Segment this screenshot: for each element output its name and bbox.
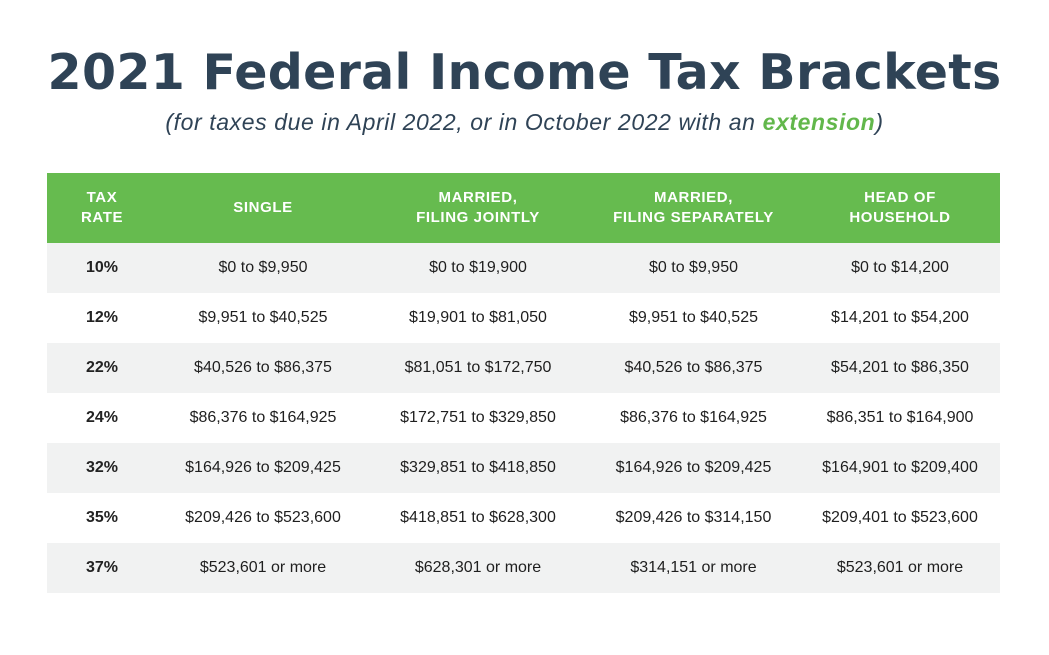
header-head-of-household [800,173,1000,243]
table-row [47,343,1000,393]
header-line: MARRIED, [438,189,518,206]
single-cell: $523,601 or more [157,543,369,593]
single-cell: $40,526 to $86,375 [157,343,369,393]
subtitle-close: ) [875,109,884,135]
head-of-household-cell: $14,201 to $54,200 [831,309,969,326]
married-separately-cell: $40,526 to $86,375 [587,343,800,393]
head-of-household-cell: $523,601 or more [800,543,1000,593]
married-jointly-cell: $329,851 to $418,850 [369,443,587,493]
tax-rate-cell: 32% [47,443,157,493]
tax-brackets-table [47,173,1000,593]
single-cell: $9,951 to $40,525 [198,309,328,326]
single-cell: $0 to $9,950 [157,243,369,293]
tax-rate-cell: 35% [85,509,119,526]
header-married-filing-separately [587,173,800,243]
married-separately-cell: $164,926 to $209,425 [587,443,800,493]
tax-rate-cell: 10% [47,243,157,293]
single-cell: $164,926 to $209,425 [157,443,369,493]
table-row [47,443,1000,493]
married-separately-cell: $86,376 to $164,925 [620,409,767,426]
married-jointly-cell: $19,901 to $81,050 [409,309,547,326]
married-separately-cell: $314,151 or more [587,543,800,593]
header-line: RATE [80,209,124,226]
header-line: TAX [86,189,118,206]
married-jointly-cell: $81,051 to $172,750 [369,343,587,393]
single-cell: $86,376 to $164,925 [189,409,337,426]
table-header-row [47,173,1000,243]
tax-rate-cell: 12% [85,309,119,326]
header-tax-rate [47,173,157,243]
header-married-filing-jointly [369,173,587,243]
tax-rate-cell: 24% [85,409,119,426]
tax-rate-cell: 22% [47,343,157,393]
table-row [47,293,1000,343]
married-jointly-cell: $172,751 to $329,850 [400,409,556,426]
header-line: SINGLE [233,199,293,216]
page-title: 2021 Federal Income Tax Brackets [47,44,1002,101]
header-line: HOUSEHOLD [849,209,951,226]
head-of-household-cell: $209,401 to $523,600 [822,509,978,526]
subtitle-text: (for taxes due in April 2022, or in October 2022 with an [165,109,763,135]
header-single [157,173,369,243]
married-separately-cell: $9,951 to $40,525 [628,309,758,326]
header-line: HEAD OF [864,189,936,206]
married-separately-cell: $209,426 to $314,150 [615,509,772,526]
header-line: FILING JOINTLY [416,209,540,226]
married-jointly-cell: $0 to $19,900 [369,243,587,293]
subtitle-extension-highlight: extension [762,109,876,135]
married-jointly-cell: $628,301 or more [369,543,587,593]
table-row [47,493,1000,543]
head-of-household-cell: $54,201 to $86,350 [800,343,1000,393]
tax-rate-cell: 37% [47,543,157,593]
head-of-household-cell: $86,351 to $164,900 [826,409,974,426]
head-of-household-cell: $164,901 to $209,400 [800,443,1000,493]
table-row [47,543,1000,593]
table-row [47,393,1000,443]
header-line: FILING SEPARATELY [613,209,774,226]
married-separately-cell: $0 to $9,950 [587,243,800,293]
table-row [47,243,1000,293]
head-of-household-cell: $0 to $14,200 [800,243,1000,293]
header-line: MARRIED, [654,189,733,206]
married-jointly-cell: $418,851 to $628,300 [400,509,556,526]
single-cell: $209,426 to $523,600 [185,509,341,526]
page-subtitle [0,107,1049,137]
